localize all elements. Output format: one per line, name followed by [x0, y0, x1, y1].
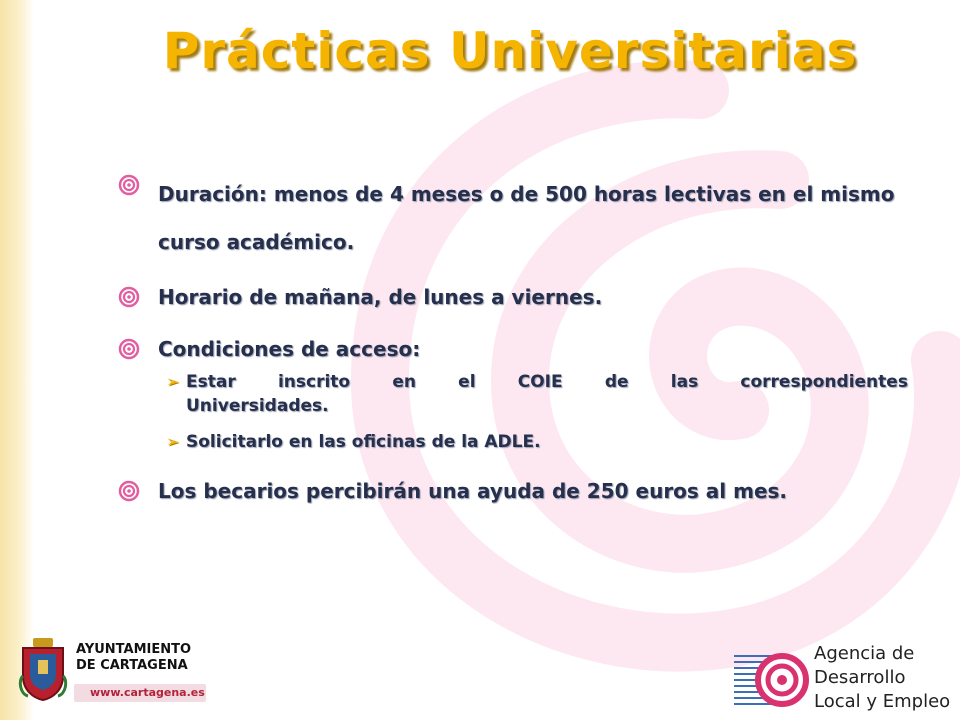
word: Estar [186, 372, 236, 392]
bullet-list [118, 176, 908, 506]
word: de [604, 372, 629, 392]
bullet-item-duration [118, 170, 908, 266]
word: inscrito [277, 372, 351, 392]
word: en [392, 372, 416, 392]
sub-item-request [118, 430, 908, 454]
slide-title: Prácticas Universitarias [162, 22, 858, 80]
word: el [458, 372, 476, 392]
bullet-item-stipend [118, 476, 908, 506]
spiral-bullet-icon [118, 286, 140, 308]
logo-text-line: DE CARTAGENA [76, 658, 188, 673]
spiral-bullet-icon [118, 480, 140, 502]
bullet-item-schedule [118, 282, 908, 312]
sub-item-text: Solicitarlo en las oficinas de la ADLE. [186, 432, 541, 452]
bullet-text: Los becarios percibirán una ayuda de 250 euros al mes. [158, 479, 788, 503]
word: COIE [517, 372, 563, 392]
adle-logo [732, 636, 952, 716]
logo-text-line: Agencia de Desarrollo [814, 643, 915, 688]
spiral-bullet-icon [118, 174, 140, 196]
word: correspondientes [740, 372, 908, 392]
sub-item-first-line [186, 370, 908, 394]
website-url: www.cartagena.es [90, 686, 205, 699]
bullet-text: Condiciones de acceso: [158, 337, 421, 361]
arrow-bullet-icon: ➢ [166, 372, 180, 391]
word: las [670, 372, 699, 392]
bullet-text: Horario de mañana, de lunes a viernes. [158, 285, 603, 309]
sub-item-second-line: Universidades. [186, 396, 329, 416]
logo-text-line: Local y Empleo [814, 691, 951, 712]
agency-name [814, 642, 952, 714]
bullet-item-access-conditions [118, 334, 908, 364]
sub-item-registration [118, 370, 908, 418]
coat-of-arms-icon [18, 636, 68, 702]
adle-spiral-logo-icon [732, 638, 810, 716]
bullet-text: Duración: menos de 4 meses o de 500 horas lectivas en el mismo curso académico. [158, 182, 895, 254]
logo-text-line: AYUNTAMIENTO [76, 642, 192, 657]
ayuntamiento-name [76, 642, 191, 674]
arrow-bullet-icon: ➢ [166, 432, 180, 451]
ayuntamiento-logo [18, 636, 208, 706]
spiral-bullet-icon [118, 338, 140, 360]
